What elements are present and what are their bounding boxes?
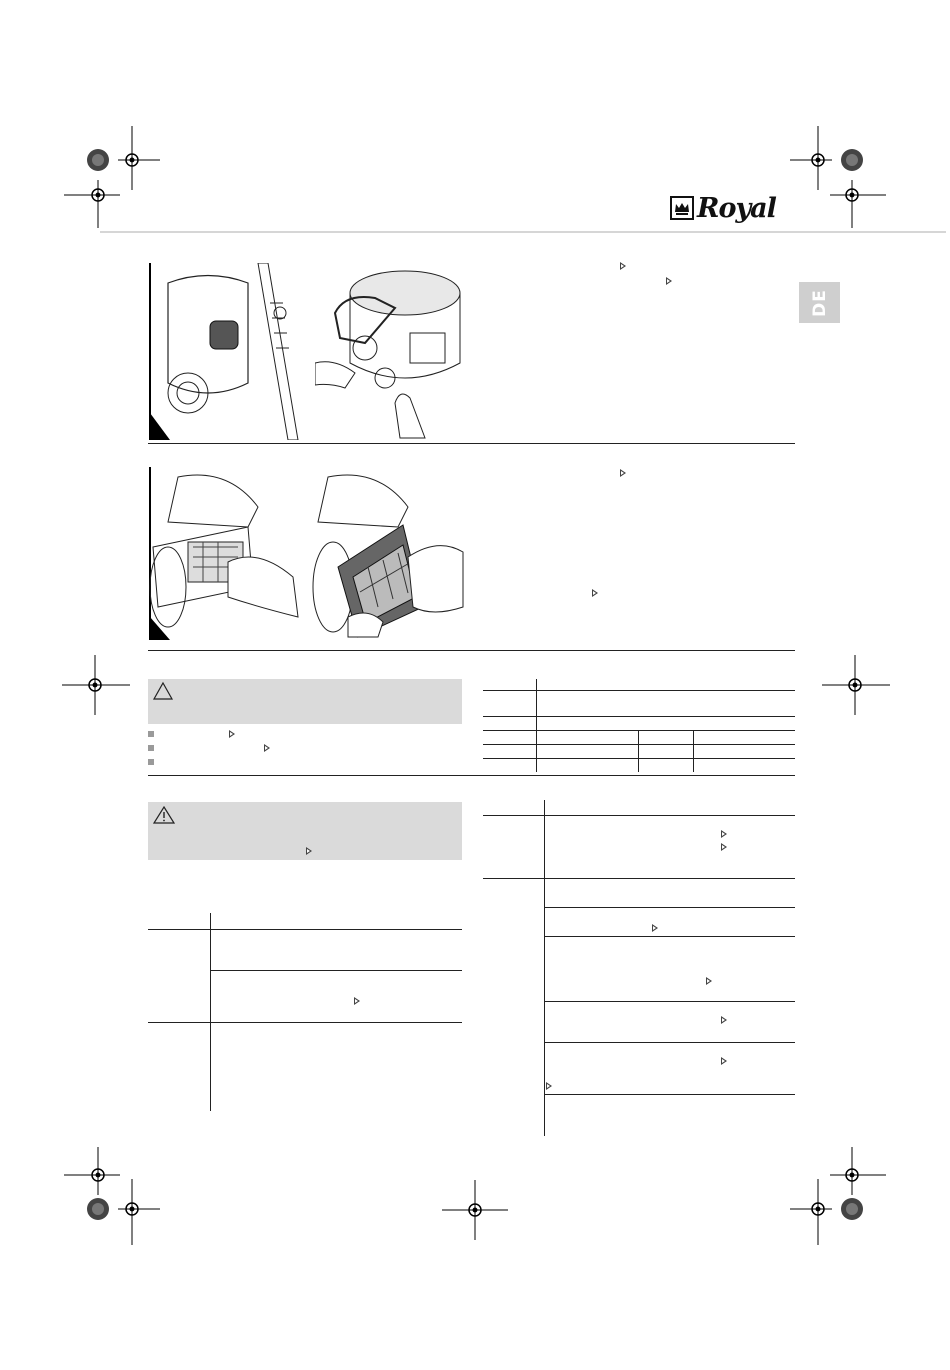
figure-1-right [315, 263, 465, 440]
figure-2-left [148, 467, 303, 640]
arrow-icon [264, 744, 270, 752]
language-tab [799, 282, 840, 323]
registration-mark-bottom-center [440, 1180, 510, 1240]
section-divider [148, 443, 795, 444]
registration-mark-top-left [60, 120, 180, 230]
arrow-icon [666, 277, 672, 285]
arrow-icon [706, 977, 712, 985]
crown-crest-icon [670, 196, 694, 220]
arrow-icon [721, 843, 727, 851]
brand-wordmark: Royal [697, 192, 776, 224]
arrow-icon [721, 1016, 727, 1024]
section-divider [148, 650, 795, 651]
arrow-icon [546, 1082, 552, 1090]
registration-mark-mid-right [820, 655, 900, 715]
arrow-icon [620, 262, 626, 270]
registration-mark-mid-left [60, 655, 140, 715]
caution-notice [148, 679, 462, 724]
arrow-icon [354, 997, 360, 1005]
arrow-icon [721, 830, 727, 838]
warning-exclamation-icon [152, 805, 176, 825]
arrow-icon [652, 924, 658, 932]
brand-logo [670, 193, 776, 223]
arrow-icon [721, 1057, 727, 1065]
header-rule [100, 231, 946, 233]
section-divider [148, 775, 795, 776]
list-bullet [148, 745, 154, 751]
arrow-icon [592, 589, 598, 597]
registration-mark-bottom-right [770, 1145, 890, 1250]
figure-1-left [148, 263, 308, 440]
registration-mark-top-right [770, 120, 890, 230]
arrow-icon [620, 469, 626, 477]
arrow-icon [306, 847, 312, 855]
warning-notice [148, 802, 462, 860]
figure-2-right [308, 467, 465, 640]
language-tab-label: DE [809, 288, 830, 317]
list-bullet [148, 759, 154, 765]
registration-mark-bottom-left [60, 1145, 180, 1250]
arrow-icon [229, 730, 235, 738]
caution-triangle-icon [152, 681, 174, 701]
list-bullet [148, 731, 154, 737]
